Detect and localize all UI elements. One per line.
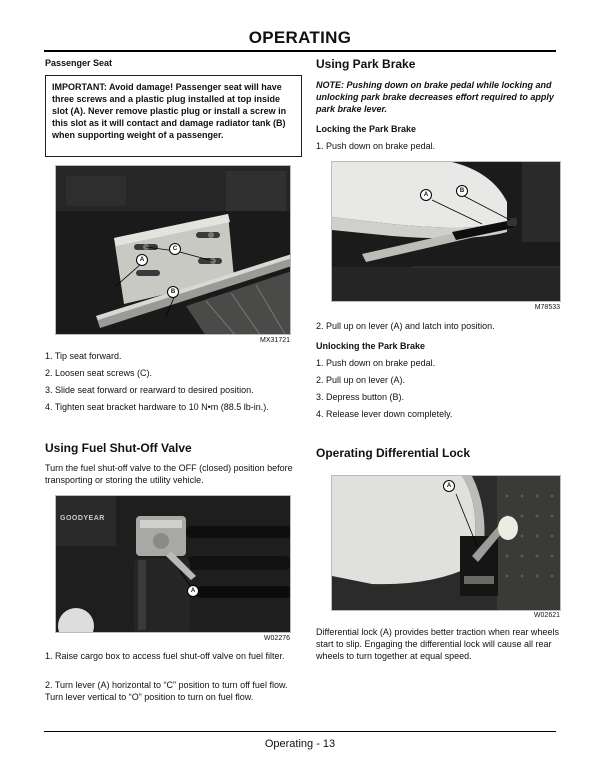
fuel-valve-heading: Using Fuel Shut-Off Valve <box>45 441 192 455</box>
important-notice-box <box>45 75 302 157</box>
fuel-step-2: 2. Turn lever (A) horizontal to “C” position to turn off fuel flow. Turn lever vertical to “O” position to turn on fuel flow. <box>45 680 288 702</box>
footer-rule <box>44 731 556 732</box>
important-notice-text: IMPORTANT: Avoid damage! Passenger seat will have three screws and a plastic plug installed at top inside slot (A). Never remove plastic plug or install a screw in this slot as it will contact and damage radiator tank (B) when supporting weight of a passenger. <box>52 82 287 140</box>
fuel-valve-intro: Turn the fuel shut-off valve to the OFF (closed) position before transporting or storing the utility vehicle. <box>45 463 293 485</box>
list-item: 2. Pull up on lever (A). <box>316 375 406 385</box>
unlocking-steps-list <box>316 357 574 425</box>
list-item: 3. Slide seat forward or rearward to desired position. <box>45 385 254 395</box>
diff-lock-heading: Operating Differential Lock <box>316 446 471 460</box>
list-item: 4. Tighten seat bracket hardware to 10 N•m (88.5 lb-in.). <box>45 402 269 412</box>
callout-a: A <box>187 585 199 597</box>
seat-steps-list <box>45 350 307 418</box>
park-brake-illustration <box>332 162 561 302</box>
park-brake-photo <box>331 161 561 302</box>
diff-lock-illustration <box>332 476 561 611</box>
page-footer: Operating - 13 <box>264 738 336 750</box>
park-brake-note: NOTE: Pushing down on brake pedal while locking and unlocking park brake decreases effort required to apply park brake lever. <box>316 80 554 114</box>
list-item: 3. Depress button (B). <box>316 392 405 402</box>
callout-a: A <box>443 480 455 492</box>
locking-heading: Locking the Park Brake <box>316 124 417 134</box>
locking-step-1: 1. Push down on brake pedal. <box>316 141 436 151</box>
unlocking-heading: Unlocking the Park Brake <box>316 341 426 351</box>
callout-a: A <box>136 254 148 266</box>
diff-lock-text: Differential lock (A) provides better traction when rear wheels start to slip. Engaging the differential lock will cause all rear wheels to turn together at equal speed. <box>316 627 559 661</box>
callout-a: A <box>420 189 432 201</box>
figure-code-brake: M78533 <box>534 304 560 311</box>
locking-step-2: 2. Pull up on lever (A) and latch into position. <box>316 321 495 331</box>
park-brake-heading: Using Park Brake <box>316 57 416 71</box>
page-title: OPERATING <box>248 28 352 47</box>
callout-c: C <box>169 243 181 255</box>
figure-code-fuel: W02276 <box>263 635 290 642</box>
figure-code-seat: MX31721 <box>260 337 290 344</box>
photo-brand-text: GOODYEAR <box>60 515 105 522</box>
callout-b: B <box>456 185 468 197</box>
list-item: 4. Release lever down completely. <box>316 409 453 419</box>
header-rule <box>44 50 556 52</box>
diff-lock-photo <box>331 475 561 611</box>
list-item: 2. Loosen seat screws (C). <box>45 368 153 378</box>
list-item: 1. Push down on brake pedal. <box>316 358 436 368</box>
callout-b: B <box>167 286 179 298</box>
passenger-seat-heading: Passenger Seat <box>45 58 113 68</box>
list-item: 1. Tip seat forward. <box>45 351 122 361</box>
figure-code-diff: W02621 <box>533 612 560 619</box>
fuel-step-1: 1. Raise cargo box to access fuel shut-off valve on fuel filter. <box>45 651 285 661</box>
